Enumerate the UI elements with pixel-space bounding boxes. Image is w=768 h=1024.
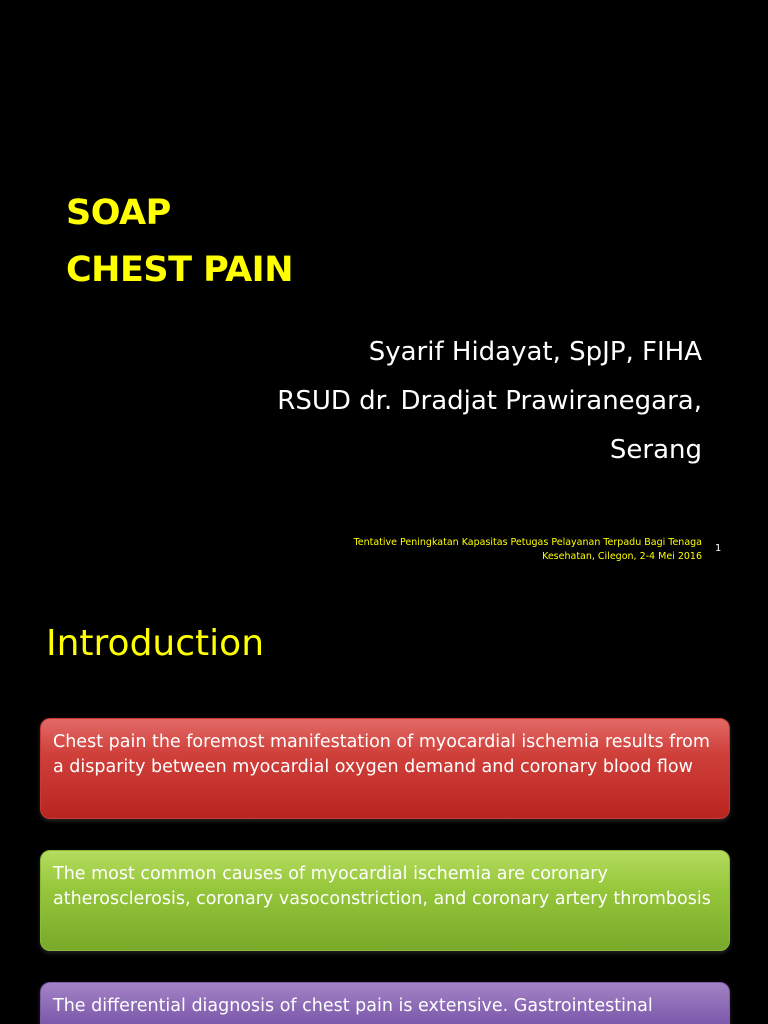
- footer-line-2: Kesehatan, Cilegon, 2-4 Mei 2016: [542, 551, 702, 562]
- red-content-box: [40, 718, 730, 819]
- slide-heading: Introduction: [46, 623, 265, 664]
- title-line-2: CHEST PAIN: [66, 250, 293, 290]
- box-text: Chest pain the foremost manifestation of myocardial ischemia results from a disparity between myocardial oxygen demand and coronary blood flow: [53, 732, 710, 777]
- author-name: Syarif Hidayat, SpJP, FIHA: [368, 337, 702, 367]
- title-line-1: SOAP: [66, 193, 171, 233]
- author-affiliation: RSUD dr. Dradjat Prawiranegara,: [277, 386, 702, 416]
- green-content-box: [40, 850, 730, 951]
- purple-content-box: [40, 982, 730, 1024]
- author-city: Serang: [609, 435, 702, 465]
- box-text: The differential diagnosis of chest pain is extensive. Gastrointestinal: [53, 996, 653, 1016]
- slide-number: 1: [715, 543, 722, 554]
- footer-line-1: Tentative Peningkatan Kapasitas Petugas Pelayanan Terpadu Bagi Tenaga: [353, 537, 702, 548]
- introduction-slide: [0, 580, 768, 1024]
- box-text: The most common causes of myocardial ischemia are coronary atherosclerosis, coronary vasoconstriction, and coronary artery thrombosis: [53, 864, 711, 909]
- slide-footer: [282, 536, 702, 564]
